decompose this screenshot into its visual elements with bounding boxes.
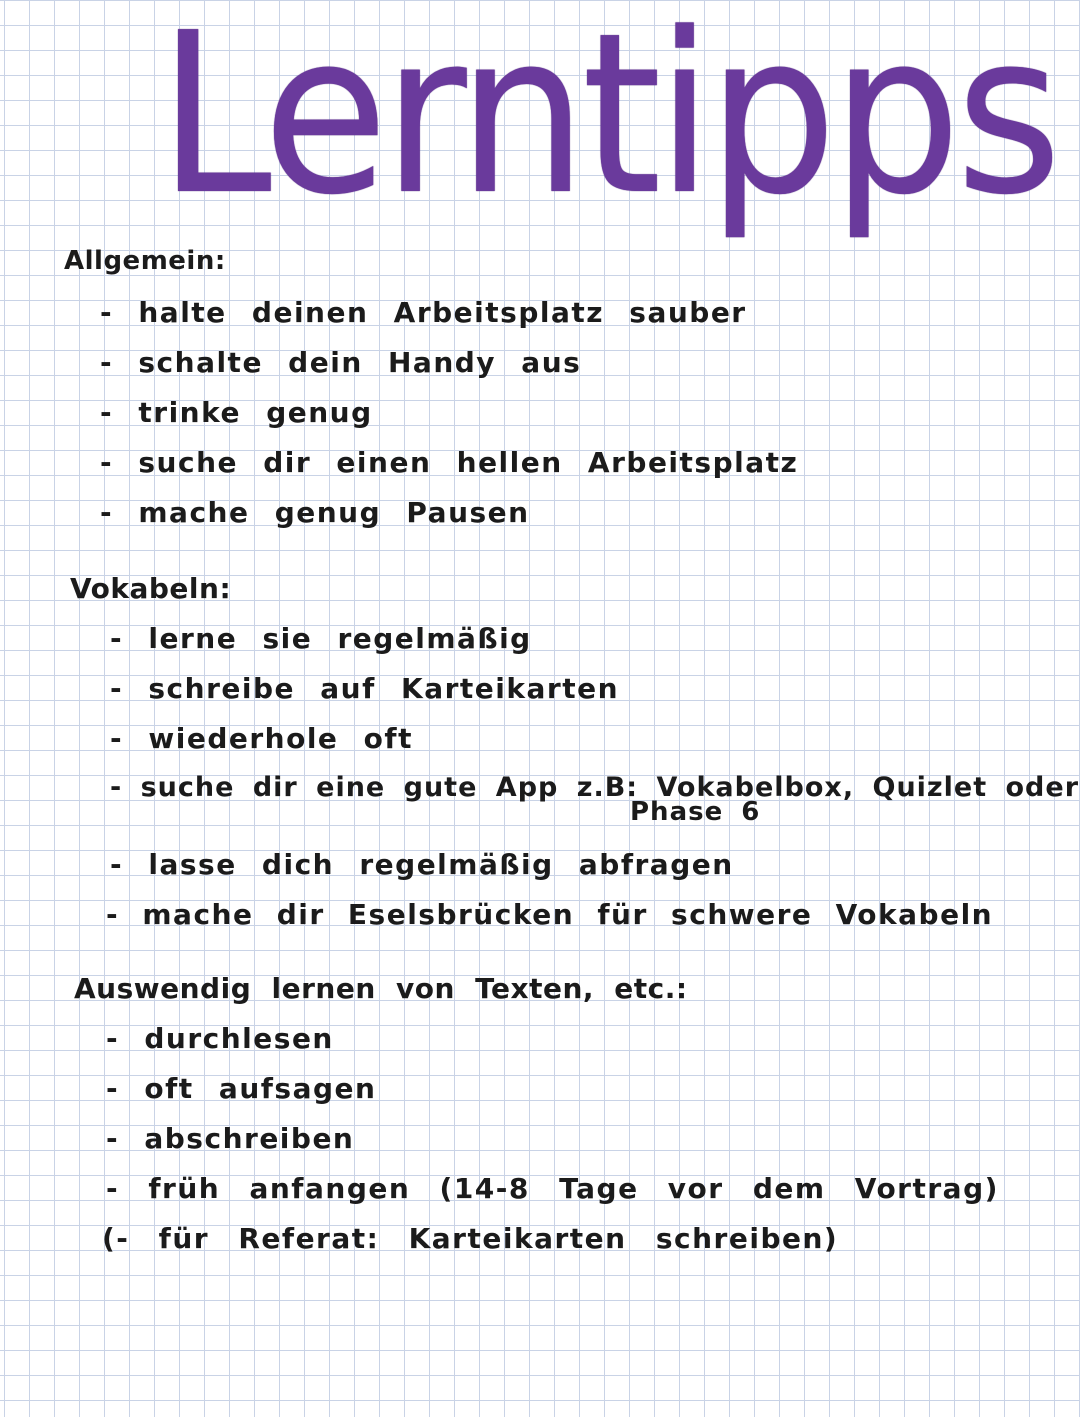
list-item: (- für Referat: Karteikarten schreiben): [102, 1222, 839, 1255]
list-item: [110, 772, 1079, 827]
list-item: - lasse dich regelmäßig abfragen: [110, 848, 734, 881]
list-item: - mache dir Eselsbrücken für schwere Vokabeln: [106, 898, 994, 931]
section-heading-allgemein: Allgemein:: [64, 246, 226, 276]
page-title: Lerntipps: [158, 0, 1057, 244]
list-item: - oft aufsagen: [106, 1072, 377, 1105]
list-item: - lerne sie regelmäßig: [110, 622, 532, 655]
list-item: - suche dir einen hellen Arbeitsplatz: [100, 446, 799, 479]
list-item: - abschreiben: [106, 1122, 355, 1155]
list-item: - mache genug Pausen: [100, 496, 530, 529]
list-item-text: - suche dir eine gute App z.B: Vokabelbox, Quizlet oder: [110, 772, 1080, 803]
list-item: - durchlesen: [106, 1022, 334, 1055]
list-item: - schalte dein Handy aus: [100, 346, 582, 379]
list-item: - wiederhole oft: [110, 722, 413, 755]
section-heading-auswendig: Auswendig lernen von Texten, etc.:: [74, 972, 688, 1005]
list-item-continuation: Phase 6: [630, 797, 761, 827]
list-item: - trinke genug: [100, 396, 373, 429]
section-heading-vokabeln: Vokabeln:: [70, 572, 232, 605]
list-item: - schreibe auf Karteikarten: [110, 672, 620, 705]
list-item: - halte deinen Arbeitsplatz sauber: [100, 296, 747, 329]
list-item: - früh anfangen (14-8 Tage vor dem Vortrag): [106, 1172, 999, 1205]
